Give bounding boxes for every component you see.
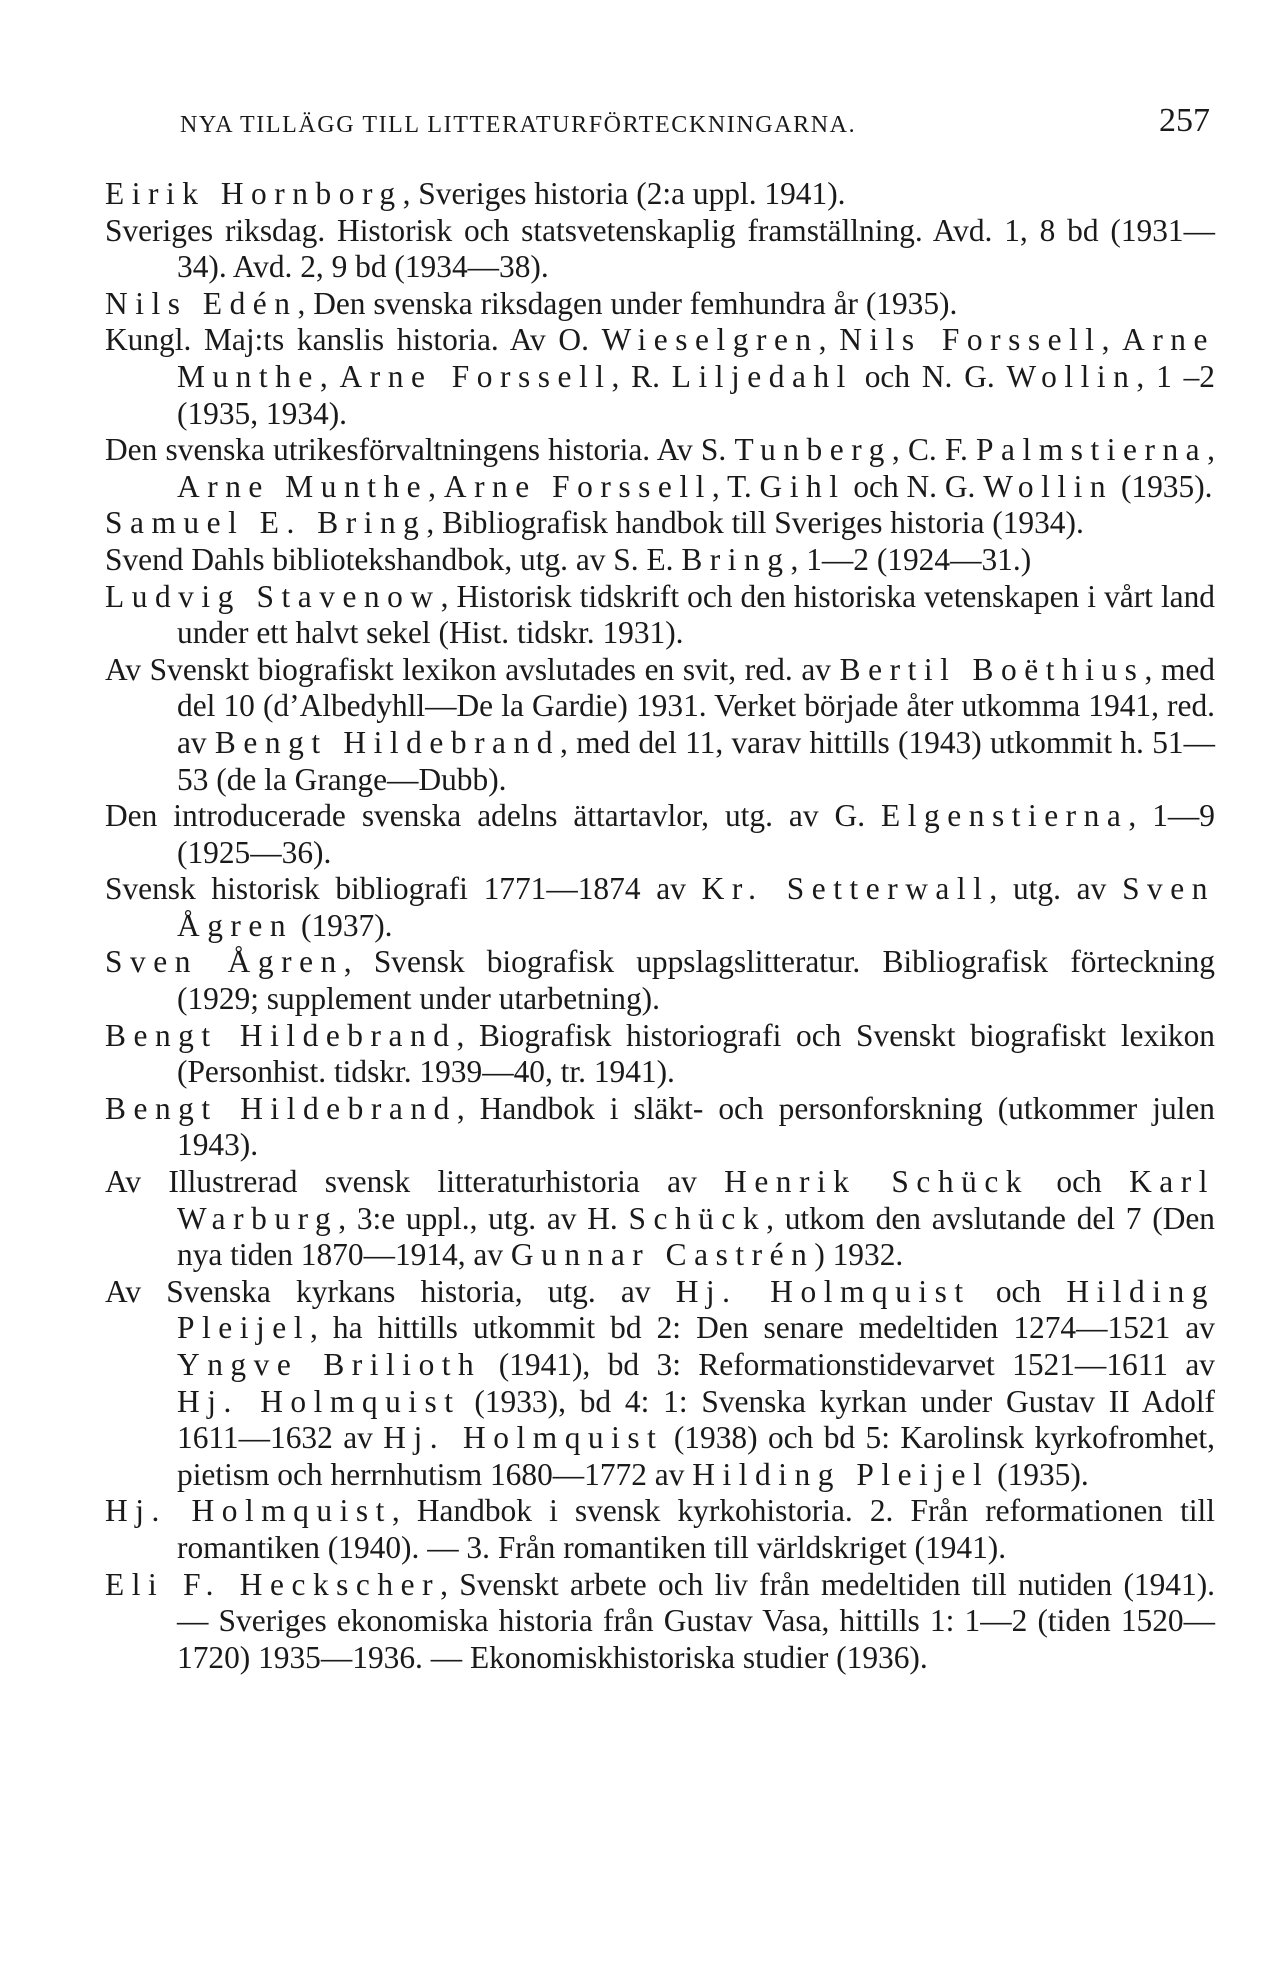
spaced-author-name: Bertil Boëthius xyxy=(839,651,1145,687)
entry-text: , 1—9 (1925—36). xyxy=(177,798,1215,870)
entry-text: Av Svenska kyrkans historia, utg. av xyxy=(105,1273,676,1309)
spaced-author-name: Kr. Setterwall xyxy=(701,871,990,907)
spaced-author-name: Hj. Holmquist xyxy=(105,1493,392,1529)
spaced-author-name: Wollin xyxy=(1006,358,1137,394)
entry-text: , med del 10 (d’Albedyhll—De la Gardie) 1931. Verket började åter utkomma 1941, red. av xyxy=(177,651,1215,760)
bibliography-entry xyxy=(105,432,1215,505)
bibliography-list xyxy=(105,176,1215,1676)
entry-text: Av Svenskt biografiskt lexikon avslutades en svit, red. av xyxy=(105,651,840,687)
entry-text: , Handbok i släkt- och personforskning (utkommer julen 1943). xyxy=(177,1090,1215,1163)
spaced-author-name: Tunberg xyxy=(734,432,892,468)
entry-text: , xyxy=(428,468,444,504)
entry-text: Den introducerade svenska adelns ättartavlor, utg. av G. xyxy=(105,798,882,834)
spaced-author-name: Arne Forssell xyxy=(339,358,612,394)
spaced-author-name: Bengt Hildebrand xyxy=(214,724,560,760)
entry-text: , xyxy=(1207,432,1216,468)
entry-text: (1941), bd 3: Reformationstidevarvet 1521—1611 av xyxy=(481,1347,1215,1382)
bibliography-entry xyxy=(105,1493,1215,1566)
entry-text: , Svensk biografisk uppslagslitteratur. Bibliografisk förteckning (1929; supplement under utarbetning). xyxy=(177,944,1216,1017)
spaced-author-name: Ludvig Stavenow xyxy=(105,578,441,614)
spaced-author-name: Hilding Pleijel xyxy=(692,1456,990,1492)
entry-text: , ha hittills utkommit bd 2: Den senare medeltiden 1274—1521 av xyxy=(309,1310,1215,1346)
entry-text: Kungl. Maj:ts kanslis historia. Av O. xyxy=(105,322,602,358)
entry-text: ) 1932. xyxy=(814,1237,904,1273)
entry-text: , xyxy=(1101,322,1123,358)
entry-text: (1935). xyxy=(989,1456,1089,1492)
spaced-author-name: Hj. Holmquist xyxy=(383,1420,664,1456)
entry-text: och xyxy=(970,1273,1067,1309)
spaced-author-name: Karl Warburg xyxy=(177,1164,1215,1236)
spaced-author-name: Nils Edén xyxy=(105,285,298,321)
entry-text: , Handbok i svensk kyrkohistoria. 2. Från reformationen till romantiken (1940). — 3. Från romantiken till världskriget (1941). xyxy=(177,1493,1215,1565)
entry-text: Svend Dahls bibliotekshandbok, utg. av S. E. xyxy=(105,541,682,577)
entry-text: och xyxy=(1029,1164,1130,1200)
spaced-author-name: Samuel E. Bring xyxy=(105,505,427,541)
spaced-author-name: Gihl xyxy=(759,468,846,504)
entry-text: (1933), bd 4: 1: Svenska kyrkan under Gustav II Adolf 1611—1632 av xyxy=(177,1383,1216,1456)
bibliography-entry xyxy=(105,505,1215,542)
spaced-author-name: Liljedahl xyxy=(671,358,853,394)
entry-text: Sveriges riksdag. Historisk och statsvetenskaplig framställning. Avd. 1, 8 bd (1931—34). Avd. 2, 9 bd (1934—38). xyxy=(105,212,1215,285)
spaced-author-name: Arne Forssell xyxy=(443,468,712,504)
spaced-author-name: Eli F. Heckscher xyxy=(105,1566,441,1602)
entry-text: , 1—2 (1924—31.) xyxy=(790,541,1032,577)
entry-text: , Sveriges historia (2:a uppl. 1941). xyxy=(402,176,846,211)
bibliography-entry xyxy=(105,542,1215,579)
spaced-author-name: Sven Ågren xyxy=(177,871,1215,943)
entry-text: , Biografisk historiografi och Svenskt biografiskt lexikon (Personhist. tidskr. 1939—40, tr. 1941). xyxy=(177,1017,1215,1090)
entry-text: Svensk historisk bibliografi 1771—1874 av xyxy=(105,871,702,907)
spaced-author-name: Elgenstierna xyxy=(881,798,1129,834)
spaced-author-name: Henrik Schück xyxy=(724,1164,1030,1200)
entry-text: (1937). xyxy=(293,907,393,943)
spaced-author-name: Wollin xyxy=(983,468,1114,504)
entry-text: , xyxy=(319,358,340,394)
spaced-author-name: Gunnar Castrén xyxy=(510,1237,815,1273)
spaced-author-name: Sven Ågren xyxy=(105,944,344,980)
spaced-author-name: Hilding Pleijel xyxy=(177,1273,1215,1346)
bibliography-entry xyxy=(105,1018,1215,1091)
entry-text: , utkom den avslutande del 7 (Den nya tiden 1870—1914, av xyxy=(177,1200,1215,1273)
entry-text: , C. F. xyxy=(891,432,977,468)
entry-text: Av Illustrerad svensk litteraturhistoria av xyxy=(105,1164,725,1200)
spaced-author-name: Bring xyxy=(681,541,791,577)
bibliography-entry xyxy=(105,322,1215,432)
entry-text: , 1 –2 (1935, 1934). xyxy=(177,358,1215,431)
bibliography-entry xyxy=(105,1164,1215,1274)
running-header: NYA TILLÄGG TILL LITTERATURFÖRTECKNINGARNA. xyxy=(180,112,857,138)
entry-text: Den svenska utrikesförvaltningens historia. Av S. xyxy=(105,432,735,468)
spaced-author-name: Bengt Hildebrand xyxy=(105,1017,457,1053)
bibliography-entry xyxy=(105,579,1215,652)
entry-text: , Den svenska riksdagen under femhundra år (1935). xyxy=(297,285,958,321)
entry-text: , utg. av xyxy=(989,871,1123,907)
entry-text: , med del 11, varav hittills (1943) utkommit h. 51—53 (de la Grange—Dubb). xyxy=(177,724,1215,797)
spaced-author-name: Nils Forssell xyxy=(839,322,1102,358)
bibliography-entry xyxy=(105,1091,1215,1164)
entry-text: , T. xyxy=(711,468,760,504)
spaced-author-name: Arne Munthe xyxy=(177,468,429,504)
spaced-author-name: Bengt Hildebrand xyxy=(105,1090,457,1126)
bibliography-entry xyxy=(105,176,1215,213)
spaced-author-name: Schück xyxy=(628,1200,767,1236)
bibliography-entry xyxy=(105,1274,1215,1494)
entry-text: (1935). xyxy=(1113,468,1213,504)
entry-text: (1938) och bd 5: Karolinsk kyrkofromhet, pietism och herrnhutism 1680—1772 av xyxy=(177,1420,1215,1492)
spaced-author-name: Wieselgren xyxy=(601,322,819,358)
bibliography-entry xyxy=(105,213,1215,286)
spaced-author-name: Eirik Hornborg xyxy=(105,176,403,211)
bibliography-entry xyxy=(105,652,1215,798)
entry-text: och N. G. xyxy=(845,468,984,504)
spaced-author-name: Arne Munthe xyxy=(177,322,1216,394)
entry-text: , Bibliografisk handbok till Sveriges historia (1934). xyxy=(426,505,1084,541)
entry-text: , Historisk tidskrift och den historiska vetenskapen i vårt land under ett halvt sekel (Hist. tidskr. 1931). xyxy=(177,578,1215,651)
spaced-author-name: Hj. Holmquist xyxy=(675,1273,971,1309)
entry-text: , xyxy=(818,322,840,358)
entry-text: och N. G. xyxy=(852,358,1007,394)
entry-text: , Svenskt arbete och liv från medeltiden till nutiden (1941). — Sveriges ekonomiska historia från Gustav Vasa, hittills 1: 1—2 (tiden 1520—1720) 1935—1936. — Ekonomiskhistoriska studier (1936). xyxy=(177,1566,1216,1675)
bibliography-entry xyxy=(105,798,1215,871)
entry-text: , 3:e uppl., utg. av H. xyxy=(338,1200,629,1236)
entry-text: , R. xyxy=(611,358,672,394)
spaced-author-name: Yngve Brilioth xyxy=(177,1347,482,1382)
spaced-author-name: Hj. Holmquist xyxy=(177,1383,461,1419)
page-number: 257 xyxy=(1159,102,1210,139)
bibliography-entry xyxy=(105,944,1215,1017)
bibliography-entry xyxy=(105,871,1215,944)
spaced-author-name: Palmstierna xyxy=(976,432,1208,468)
bibliography-entry xyxy=(105,1567,1215,1677)
bibliography-entry xyxy=(105,286,1215,323)
